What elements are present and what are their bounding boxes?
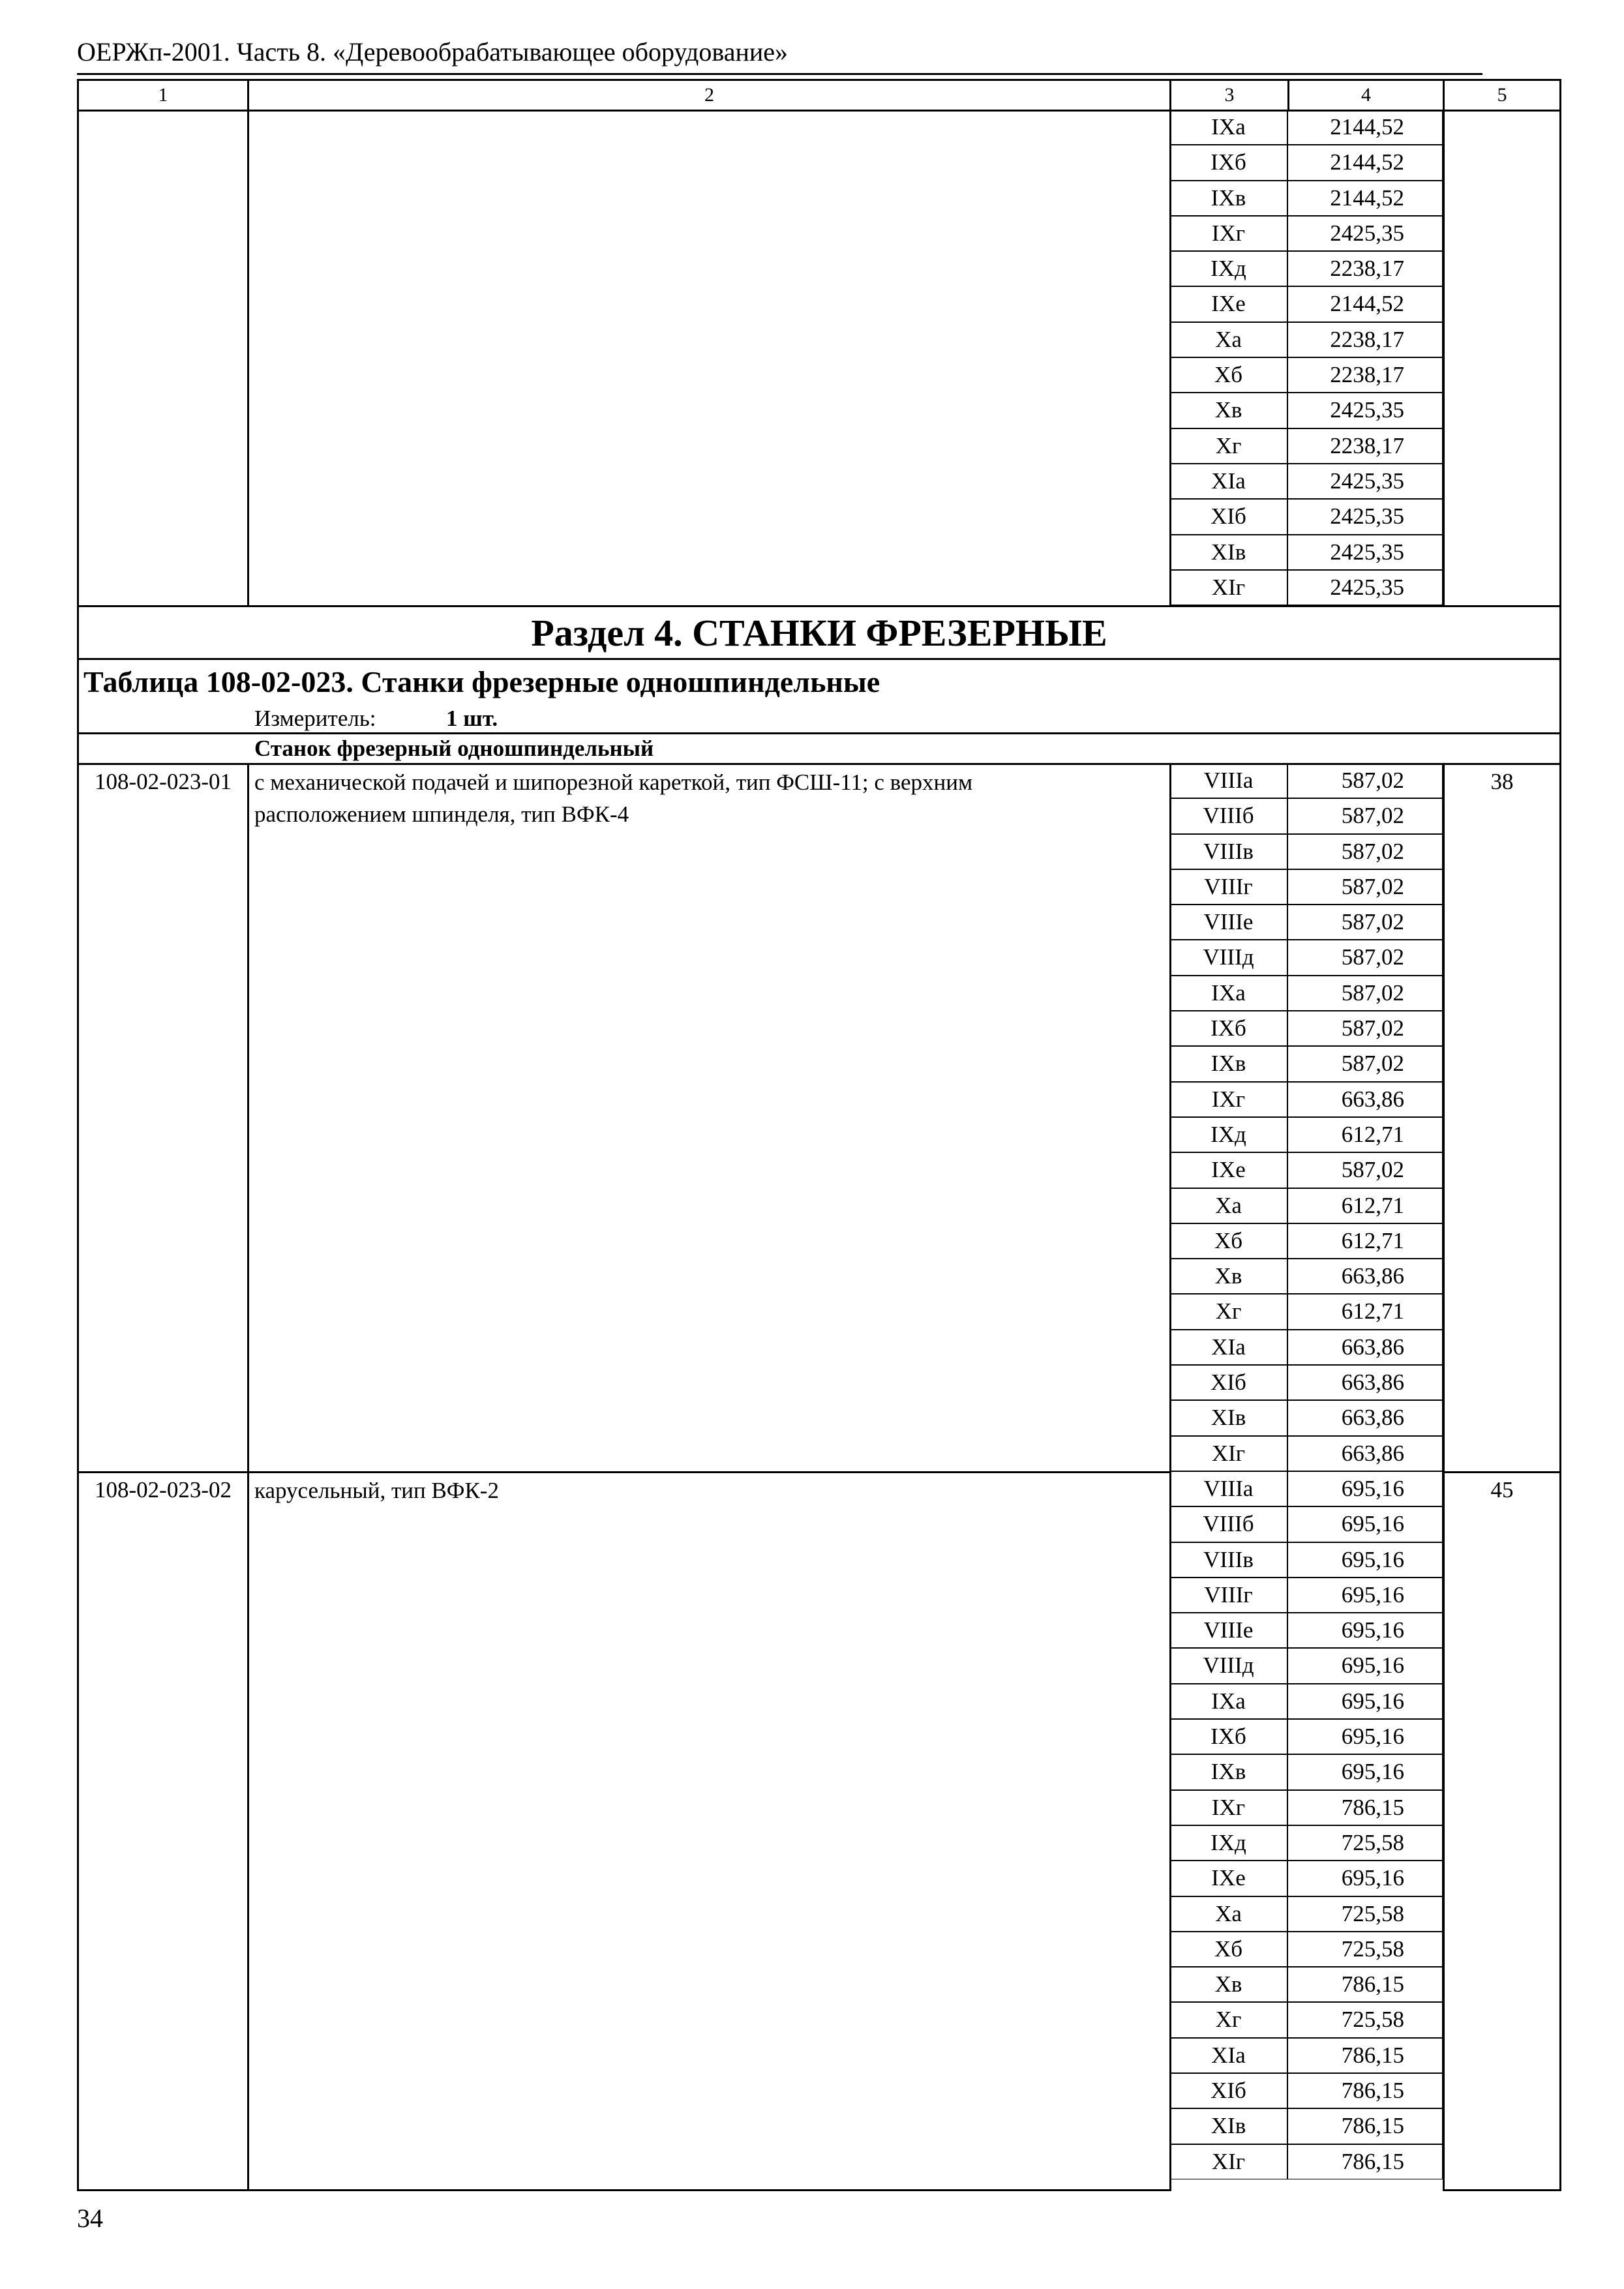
price-cell: 725,58	[1287, 2002, 1443, 2037]
price-cell: 587,02	[1287, 1046, 1443, 1081]
price-cell: 786,15	[1287, 1790, 1443, 1825]
item-price-rows	[1169, 763, 1445, 1471]
zone-cell: IXв	[1169, 1754, 1287, 1789]
price-cell: 2238,17	[1287, 428, 1443, 464]
zone-cell: XIг	[1169, 2144, 1287, 2179]
zone-cell: VIIIд	[1169, 940, 1287, 975]
price-cell: 695,16	[1287, 1578, 1443, 1613]
price-row	[1169, 393, 1445, 428]
zone-cell: Xв	[1169, 393, 1287, 428]
continuation-price-rows	[1169, 110, 1445, 605]
price-cell: 695,16	[1287, 1684, 1443, 1719]
subgroup-title: Станок фрезерный одношпиндельный	[254, 736, 654, 761]
header-rule	[77, 73, 1482, 75]
zone-cell: IXб	[1169, 1719, 1287, 1754]
price-cell: 587,02	[1287, 798, 1443, 833]
item-code: 108-02-023-01	[77, 763, 249, 1473]
price-row	[1169, 1223, 1445, 1259]
zone-cell: IXе	[1169, 1152, 1287, 1188]
zone-cell: VIIIв	[1169, 1542, 1287, 1578]
price-row	[1169, 2108, 1445, 2144]
zone-cell: IXе	[1169, 1861, 1287, 1896]
zone-cell: XIа	[1169, 2038, 1287, 2073]
zone-cell: Xг	[1169, 2002, 1287, 2037]
price-row	[1169, 1188, 1445, 1223]
price-cell: 695,16	[1287, 1542, 1443, 1578]
item-code: 108-02-023-02	[77, 1471, 249, 2191]
price-cell: 695,16	[1287, 1861, 1443, 1896]
continuation-col1	[77, 110, 249, 607]
col-header-1: 1	[77, 79, 249, 112]
price-cell: 612,71	[1287, 1188, 1443, 1223]
zone-cell: XIб	[1169, 1365, 1287, 1400]
zone-cell: XIв	[1169, 535, 1287, 570]
price-row	[1169, 1400, 1445, 1435]
price-row	[1169, 1825, 1445, 1861]
zone-cell: Xб	[1169, 1932, 1287, 1967]
price-cell: 2144,52	[1287, 181, 1443, 216]
price-row	[1169, 1046, 1445, 1081]
price-cell: 695,16	[1287, 1754, 1443, 1789]
col-header-3: 3	[1169, 79, 1289, 112]
zone-cell: IXд	[1169, 1825, 1287, 1861]
zone-cell: XIа	[1169, 464, 1287, 499]
price-row	[1169, 976, 1445, 1011]
zone-cell: VIIIе	[1169, 905, 1287, 940]
price-cell: 695,16	[1287, 1719, 1443, 1754]
price-cell: 587,02	[1287, 763, 1443, 798]
price-cell: 612,71	[1287, 1223, 1443, 1259]
price-cell: 725,58	[1287, 1825, 1443, 1861]
price-row	[1169, 1719, 1445, 1754]
zone-cell: XIб	[1169, 2073, 1287, 2108]
price-cell: 587,02	[1287, 869, 1443, 905]
zone-cell: Xг	[1169, 428, 1287, 464]
zone-cell: IXв	[1169, 1046, 1287, 1081]
col-header-2: 2	[247, 79, 1171, 112]
zone-cell: Xв	[1169, 1967, 1287, 2002]
price-row	[1169, 1471, 1445, 1506]
zone-cell: XIг	[1169, 570, 1287, 605]
price-row	[1169, 1684, 1445, 1719]
price-cell: 2425,35	[1287, 535, 1443, 570]
price-row	[1169, 1896, 1445, 1932]
price-cell: 587,02	[1287, 976, 1443, 1011]
price-row	[1169, 570, 1445, 605]
zone-cell: Xб	[1169, 1223, 1287, 1259]
zone-cell: VIIIа	[1169, 1471, 1287, 1506]
zone-cell: XIб	[1169, 499, 1287, 534]
zone-cell: IXа	[1169, 110, 1287, 145]
price-row	[1169, 2073, 1445, 2108]
item-col5-value: 45	[1443, 1471, 1561, 2191]
price-cell: 663,86	[1287, 1436, 1443, 1471]
zone-cell: IXг	[1169, 1082, 1287, 1117]
price-row	[1169, 251, 1445, 286]
price-cell: 786,15	[1287, 2144, 1443, 2179]
zone-cell: XIв	[1169, 2108, 1287, 2144]
price-cell: 612,71	[1287, 1117, 1443, 1152]
continuation-col5	[1443, 110, 1561, 607]
zone-cell: Xа	[1169, 1896, 1287, 1932]
price-cell: 2425,35	[1287, 216, 1443, 251]
price-row	[1169, 1082, 1445, 1117]
zone-cell: Xа	[1169, 1188, 1287, 1223]
price-row	[1169, 357, 1445, 393]
price-row	[1169, 763, 1445, 798]
price-row	[1169, 834, 1445, 869]
price-cell: 663,86	[1287, 1365, 1443, 1400]
price-cell: 786,15	[1287, 2038, 1443, 2073]
zone-cell: IXг	[1169, 216, 1287, 251]
section-title: Раздел 4. СТАНКИ ФРЕЗЕРНЫЕ	[77, 605, 1561, 660]
unit-value: 1 шт.	[446, 706, 498, 731]
price-row	[1169, 1294, 1445, 1329]
price-row	[1169, 464, 1445, 499]
price-row	[1169, 1117, 1445, 1152]
price-row	[1169, 322, 1445, 357]
price-row	[1169, 1861, 1445, 1896]
continuation-col2	[247, 110, 1171, 607]
price-row	[1169, 2002, 1445, 2037]
price-cell: 786,15	[1287, 1967, 1443, 2002]
zone-cell: VIIIд	[1169, 1648, 1287, 1683]
price-cell: 2238,17	[1287, 322, 1443, 357]
zone-cell: VIIIг	[1169, 869, 1287, 905]
zone-cell: XIв	[1169, 1400, 1287, 1435]
item-price-rows	[1169, 1471, 1445, 2179]
price-row	[1169, 1578, 1445, 1613]
price-cell: 587,02	[1287, 1152, 1443, 1188]
price-row	[1169, 1259, 1445, 1294]
price-cell: 2425,35	[1287, 499, 1443, 534]
price-cell: 725,58	[1287, 1896, 1443, 1932]
price-row	[1169, 286, 1445, 322]
price-row	[1169, 145, 1445, 180]
price-row	[1169, 798, 1445, 833]
price-row	[1169, 1790, 1445, 1825]
item-col5-value: 38	[1443, 763, 1561, 1473]
price-cell: 2144,52	[1287, 286, 1443, 322]
price-row	[1169, 181, 1445, 216]
zone-cell: XIг	[1169, 1436, 1287, 1471]
zone-cell: VIIIб	[1169, 1506, 1287, 1542]
price-cell: 587,02	[1287, 940, 1443, 975]
zone-cell: Xб	[1169, 357, 1287, 393]
price-cell: 663,86	[1287, 1400, 1443, 1435]
zone-cell: IXг	[1169, 1790, 1287, 1825]
price-row	[1169, 535, 1445, 570]
price-cell: 2425,35	[1287, 393, 1443, 428]
price-row	[1169, 216, 1445, 251]
zone-cell: VIIIа	[1169, 763, 1287, 798]
zone-cell: IXа	[1169, 976, 1287, 1011]
price-cell: 2144,52	[1287, 145, 1443, 180]
price-cell: 663,86	[1287, 1259, 1443, 1294]
price-row	[1169, 1506, 1445, 1542]
zone-cell: XIа	[1169, 1330, 1287, 1365]
price-row	[1169, 1648, 1445, 1683]
price-row	[1169, 1754, 1445, 1789]
price-cell: 612,71	[1287, 1294, 1443, 1329]
price-cell: 695,16	[1287, 1648, 1443, 1683]
item-description-line: карусельный, тип ВФК-2	[254, 1478, 499, 1503]
price-row	[1169, 1542, 1445, 1578]
price-cell: 695,16	[1287, 1506, 1443, 1542]
price-row	[1169, 905, 1445, 940]
price-cell: 786,15	[1287, 2073, 1443, 2108]
zone-cell: IXв	[1169, 181, 1287, 216]
price-row	[1169, 1436, 1445, 1471]
col-header-4: 4	[1287, 79, 1445, 112]
price-row	[1169, 1932, 1445, 1967]
price-cell: 587,02	[1287, 834, 1443, 869]
price-row	[1169, 1613, 1445, 1648]
unit-label: Измеритель:	[254, 706, 376, 731]
price-cell: 695,16	[1287, 1471, 1443, 1506]
zone-cell: IXд	[1169, 1117, 1287, 1152]
price-cell: 2425,35	[1287, 570, 1443, 605]
price-cell: 663,86	[1287, 1082, 1443, 1117]
price-cell: 587,02	[1287, 905, 1443, 940]
item-description-line: с механической подачей и шипорезной кареткой, тип ФСШ-11; с верхним	[254, 770, 973, 795]
price-row	[1169, 428, 1445, 464]
price-cell: 2144,52	[1287, 110, 1443, 145]
price-cell: 2238,17	[1287, 251, 1443, 286]
price-row	[1169, 110, 1445, 145]
item-description-line: расположением шпинделя, тип ВФК-4	[254, 801, 629, 827]
zone-cell: Xв	[1169, 1259, 1287, 1294]
zone-cell: IXе	[1169, 286, 1287, 322]
zone-cell: Xа	[1169, 322, 1287, 357]
price-row	[1169, 869, 1445, 905]
price-row	[1169, 1011, 1445, 1046]
item-description	[247, 1471, 1171, 2191]
price-cell: 587,02	[1287, 1011, 1443, 1046]
price-row	[1169, 1365, 1445, 1400]
price-row	[1169, 940, 1445, 975]
item-description	[247, 763, 1171, 1473]
price-cell: 725,58	[1287, 1932, 1443, 1967]
zone-cell: IXд	[1169, 251, 1287, 286]
zone-cell: VIIIг	[1169, 1578, 1287, 1613]
price-cell: 786,15	[1287, 2108, 1443, 2144]
price-table	[77, 79, 1514, 2190]
price-row	[1169, 499, 1445, 534]
price-row	[1169, 1152, 1445, 1188]
table-title: Таблица 108-02-023. Станки фрезерные одношпиндельные	[83, 665, 880, 698]
price-cell: 695,16	[1287, 1613, 1443, 1648]
price-row	[1169, 1330, 1445, 1365]
price-row	[1169, 2144, 1445, 2179]
zone-cell: VIIIе	[1169, 1613, 1287, 1648]
zone-cell: IXб	[1169, 1011, 1287, 1046]
price-cell: 663,86	[1287, 1330, 1443, 1365]
col-header-5: 5	[1443, 79, 1561, 112]
zone-cell: IXб	[1169, 145, 1287, 180]
price-row	[1169, 1967, 1445, 2002]
zone-cell: IXа	[1169, 1684, 1287, 1719]
zone-cell: VIIIв	[1169, 834, 1287, 869]
price-row	[1169, 2038, 1445, 2073]
page-number: 34	[77, 2204, 103, 2233]
price-cell: 2238,17	[1287, 357, 1443, 393]
zone-cell: Xг	[1169, 1294, 1287, 1329]
zone-cell: VIIIб	[1169, 798, 1287, 833]
running-header: ОЕРЖп-2001. Часть 8. «Деревообрабатывающее оборудование»	[77, 37, 789, 67]
price-cell: 2425,35	[1287, 464, 1443, 499]
